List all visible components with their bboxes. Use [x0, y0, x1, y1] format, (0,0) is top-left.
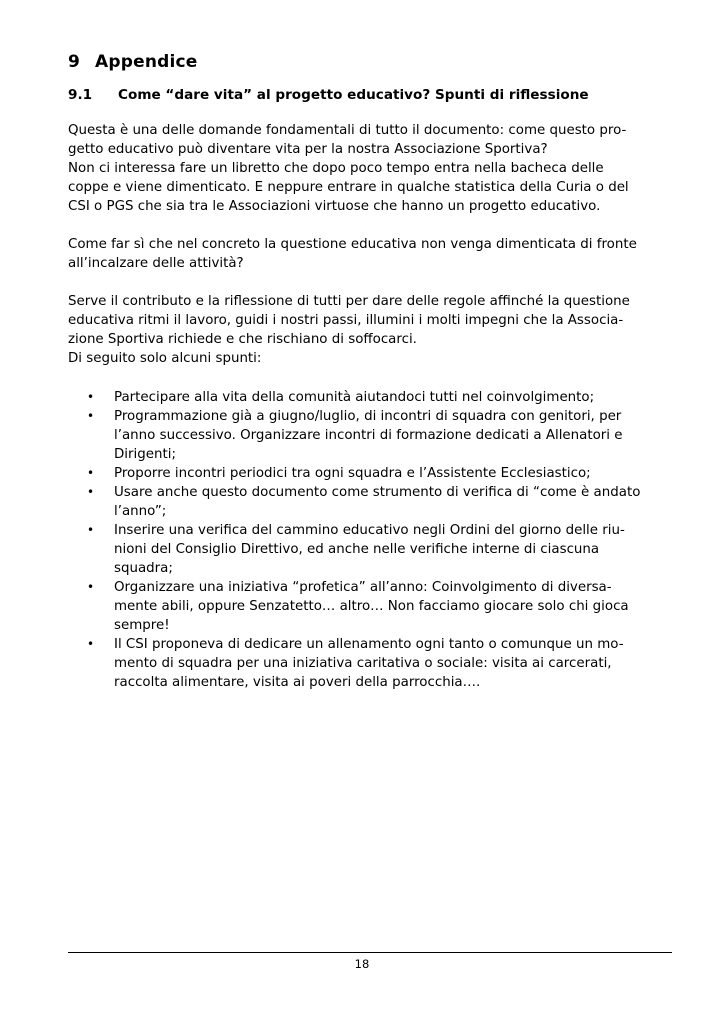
- paragraph-intro: [68, 121, 672, 216]
- text-line: Proporre incontri periodici tra ogni squadra e l’Assistente Ecclesiastico;: [114, 466, 591, 481]
- section-title: Come “dare vita” al progetto educativo? Spunti di riflessione: [118, 87, 589, 103]
- paragraph-contribution: [68, 292, 672, 368]
- section-number: 9.1: [68, 87, 93, 103]
- text-line: Inserire una verifica del cammino educativo negli Ordini del giorno delle riu-: [114, 523, 625, 538]
- suggestion-list: [68, 388, 672, 692]
- bullet-icon: •: [87, 466, 95, 480]
- text-line: raccolta alimentare, visita ai poveri della parrocchia….: [114, 675, 481, 690]
- bullet-icon: •: [87, 409, 95, 423]
- text-line: Di seguito solo alcuni spunti:: [68, 351, 262, 366]
- text-line: Serve il contributo e la riflessione di tutti per dare delle regole affinché la questione: [68, 294, 630, 309]
- text-line: Dirigenti;: [114, 447, 176, 462]
- body-text: [68, 121, 672, 692]
- section-heading: [68, 85, 672, 105]
- chapter-heading: [68, 50, 672, 74]
- text-line: Programmazione già a giugno/luglio, di incontri di squadra con genitori, per: [114, 409, 622, 424]
- text-line: Non ci interessa fare un libretto che dopo poco tempo entra nella bacheca delle: [68, 161, 604, 176]
- text-line: zione Sportiva richiede e che rischiano di soffocarci.: [68, 332, 417, 347]
- text-line: l’anno”;: [114, 504, 167, 519]
- text-line: CSI o PGS che sia tra le Associazioni virtuose che hanno un progetto educativo.: [68, 199, 601, 214]
- page-number: 18: [354, 957, 370, 971]
- paragraph-question: [68, 235, 672, 273]
- bullet-icon: •: [87, 485, 95, 499]
- text-line: squadra;: [114, 561, 173, 576]
- chapter-number: 9: [68, 52, 81, 72]
- bullet-icon: •: [87, 390, 95, 404]
- list-item: [68, 407, 672, 464]
- bullet-icon: •: [87, 580, 95, 594]
- text-line: Usare anche questo documento come strumento di verifica di “come è andato: [114, 485, 641, 500]
- text-line: l’anno successivo. Organizzare incontri di formazione dedicati a Allenatori e: [114, 428, 623, 443]
- text-line: getto educativo può diventare vita per la nostra Associazione Sportiva?: [68, 142, 548, 157]
- list-item: [68, 483, 672, 521]
- bullet-icon: •: [87, 637, 95, 651]
- text-line: educativa ritmi il lavoro, guidi i nostri passi, illumini i molti impegni che la Associa-: [68, 313, 624, 328]
- list-item: [68, 521, 672, 578]
- list-item: [68, 578, 672, 635]
- text-line: Il CSI proponeva di dedicare un allenamento ogni tanto o comunque un mo-: [114, 637, 624, 652]
- text-line: coppe e viene dimenticato. E neppure entrare in qualche statistica della Curia o del: [68, 180, 629, 195]
- list-item: [68, 635, 672, 692]
- chapter-title: Appendice: [95, 52, 198, 72]
- text-line: Questa è una delle domande fondamentali di tutto il documento: come questo pro-: [68, 123, 627, 138]
- footer-divider: [68, 952, 672, 953]
- text-line: Partecipare alla vita della comunità aiutandoci tutti nel coinvolgimento;: [114, 390, 595, 405]
- document-page: [68, 50, 672, 692]
- text-line: all’incalzare delle attività?: [68, 256, 244, 271]
- list-item: [68, 464, 672, 483]
- text-line: Organizzare una iniziativa “profetica” all’anno: Coinvolgimento di diversa-: [114, 580, 612, 595]
- bullet-icon: •: [87, 523, 95, 537]
- text-line: nioni del Consiglio Direttivo, ed anche nelle verifiche interne di ciascuna: [114, 542, 600, 557]
- text-line: mente abili, oppure Senzatetto… altro… Non facciamo giocare solo chi gioca: [114, 599, 629, 614]
- list-item: [68, 388, 672, 407]
- text-line: sempre!: [114, 618, 170, 633]
- text-line: mento di squadra per una iniziativa caritativa o sociale: visita ai carcerati,: [114, 656, 612, 671]
- text-line: Come far sì che nel concreto la questione educativa non venga dimenticata di fronte: [68, 237, 637, 252]
